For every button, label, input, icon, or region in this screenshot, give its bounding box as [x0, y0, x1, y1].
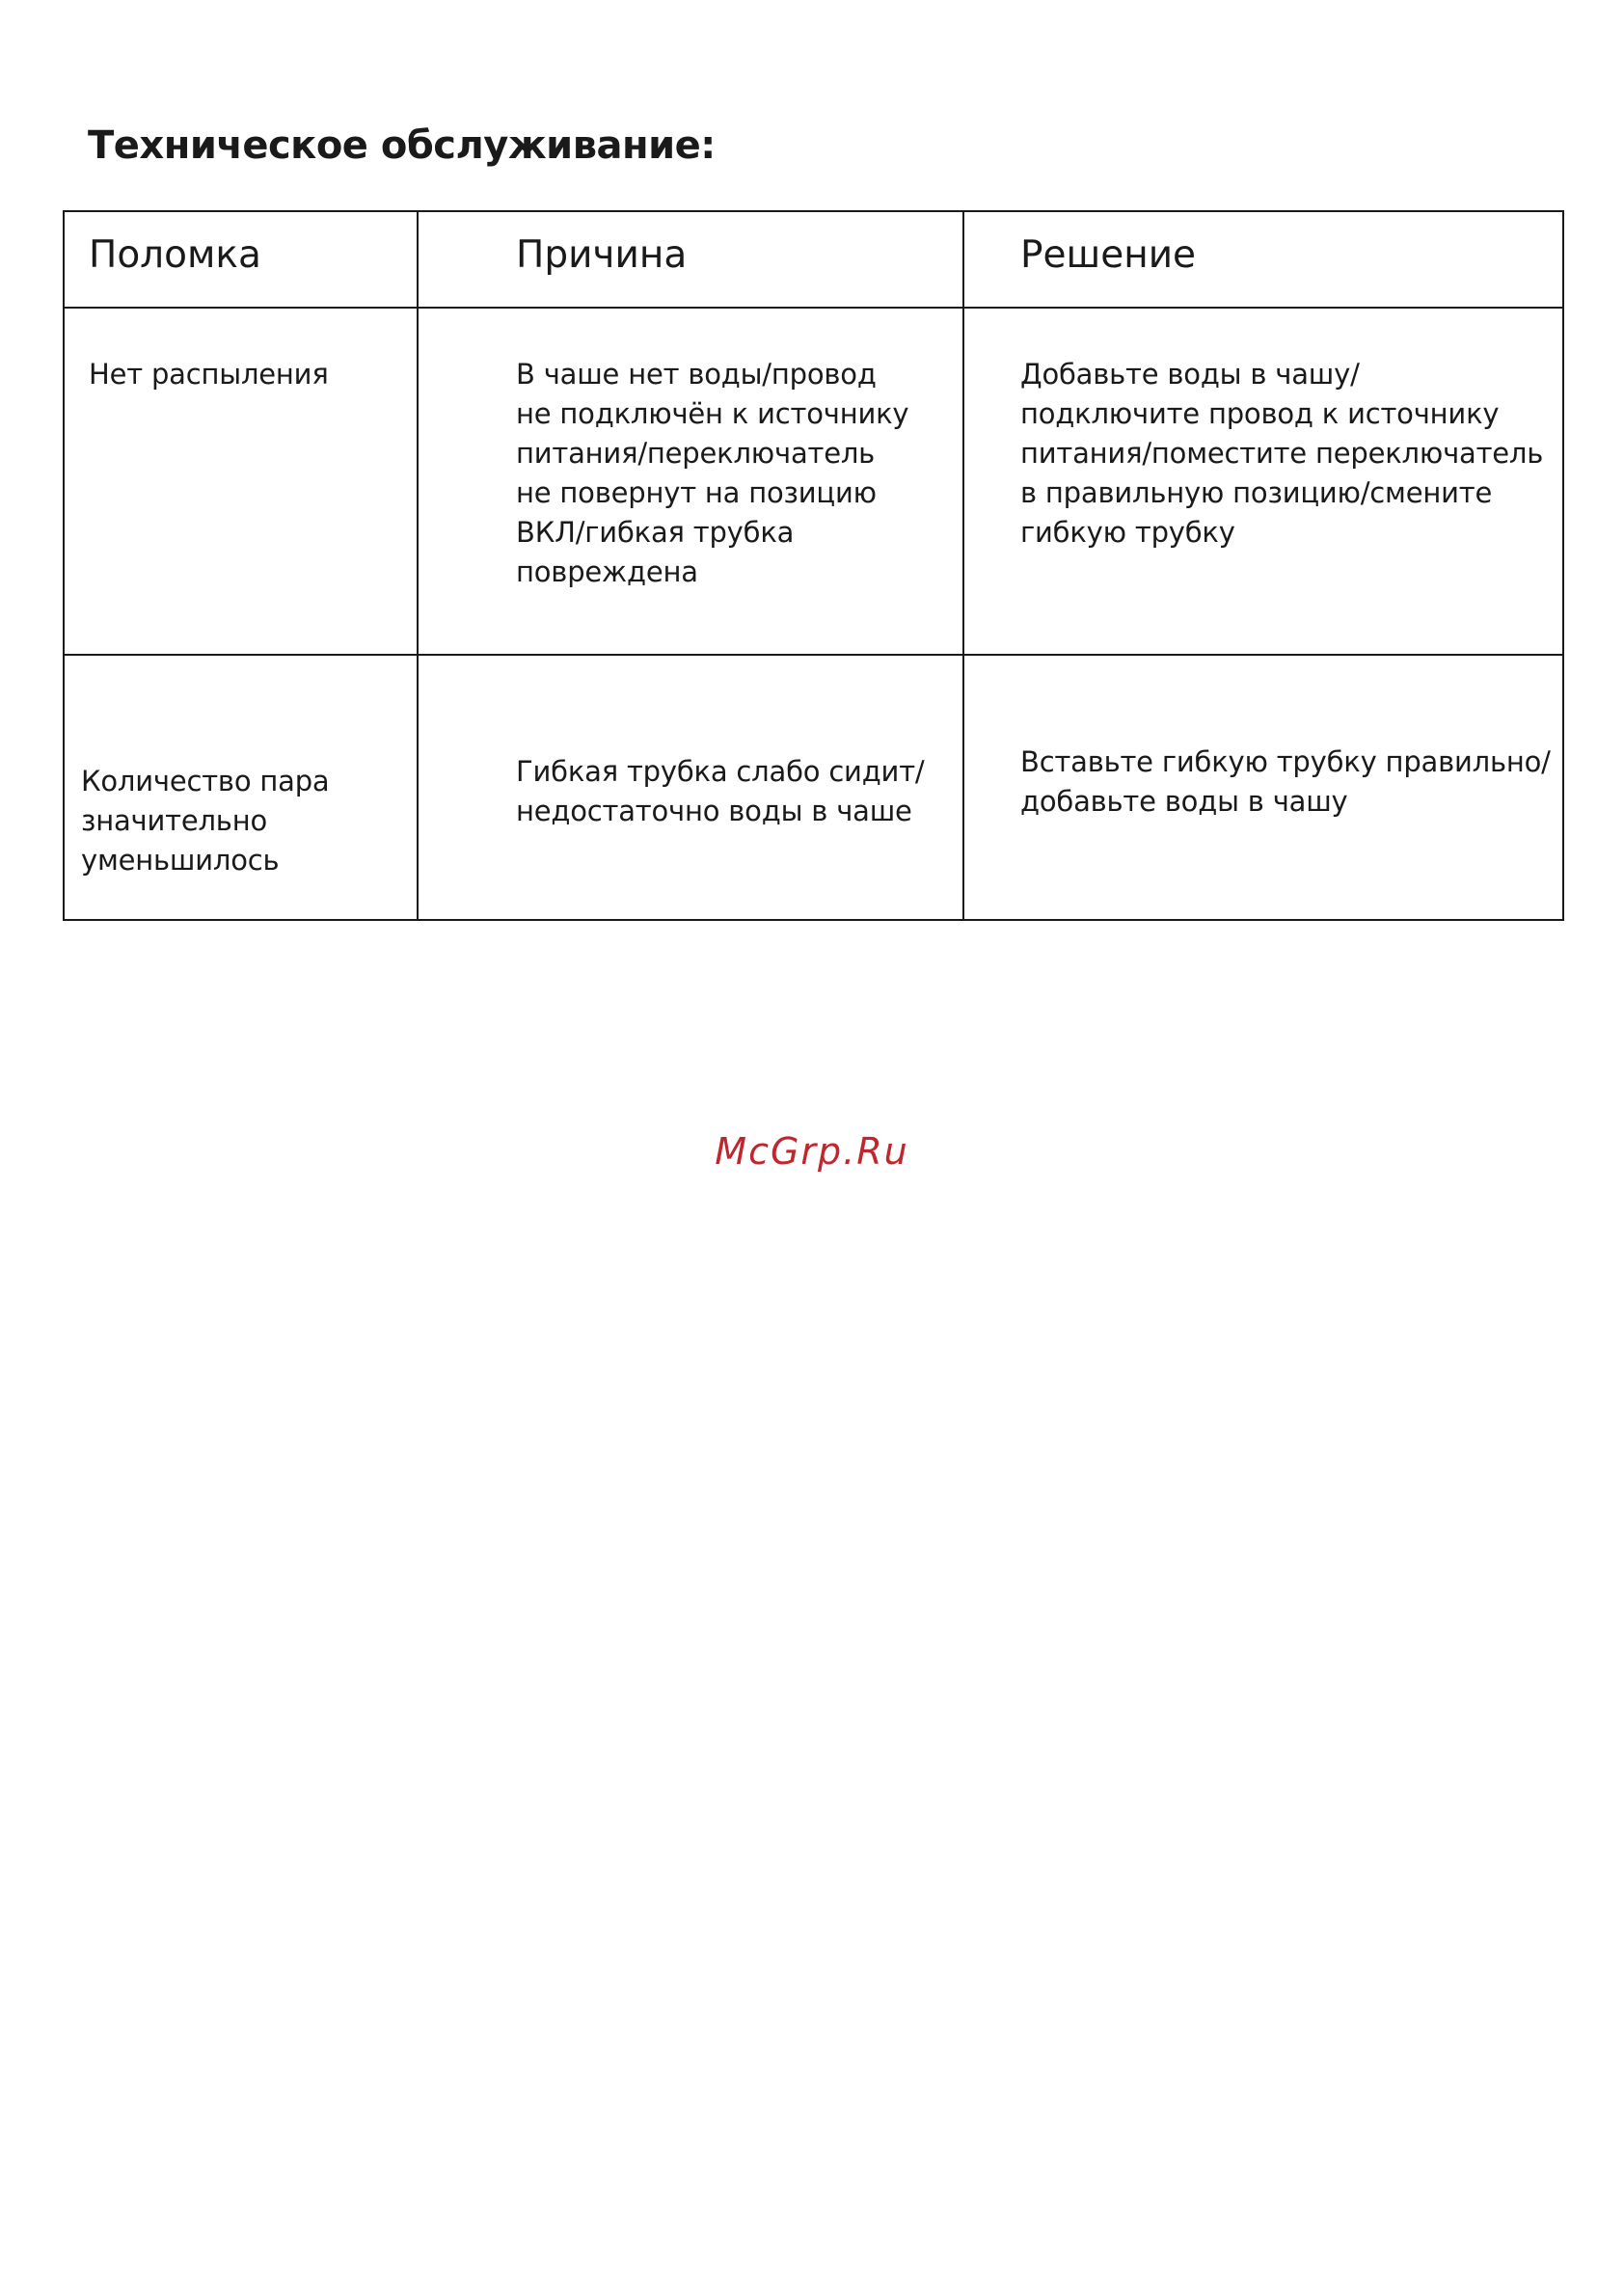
- solution-text: Вставьте гибкую трубку правильно/ добавьте воды в чашу: [1020, 745, 1551, 818]
- cause-cell: [418, 655, 963, 920]
- cause-text: Гибкая трубка слабо сидит/ недостаточно воды в чаше: [516, 755, 925, 827]
- troubleshooting-table: [63, 210, 1564, 921]
- page-title: Техническое обслуживание:: [88, 123, 716, 168]
- header-cause: Причина: [516, 233, 688, 277]
- problem-text: Нет распыления: [89, 358, 329, 391]
- table-header-row: [64, 211, 1563, 308]
- solution-text: Добавьте воды в чашу/ подключите провод к источнику питания/поместите переключатель в правильную позицию/смените гибкую трубку: [1020, 358, 1544, 549]
- table-row: [64, 308, 1563, 655]
- watermark-text: McGrp.Ru: [715, 1130, 909, 1173]
- header-cell-problem: [64, 211, 418, 308]
- cause-cell: [418, 308, 963, 655]
- header-solution: Решение: [1020, 233, 1197, 277]
- table-row: [64, 655, 1563, 920]
- problem-cell: [64, 308, 418, 655]
- header-cell-cause: [418, 211, 963, 308]
- header-problem: Поломка: [89, 233, 261, 277]
- problem-text: Количество пара значительно уменьшилось: [81, 765, 330, 877]
- problem-cell: [64, 655, 418, 920]
- cause-text: В чаше нет воды/провод не подключён к источнику питания/переключатель не повернут на позицию ВКЛ/гибкая трубка повреждена: [516, 358, 909, 588]
- solution-cell: [963, 308, 1563, 655]
- header-cell-solution: [963, 211, 1563, 308]
- solution-cell: [963, 655, 1563, 920]
